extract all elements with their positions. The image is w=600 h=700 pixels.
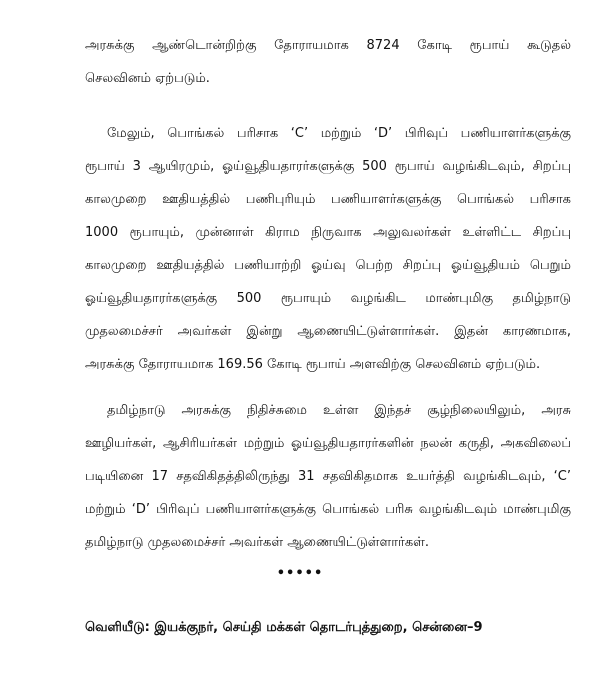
paragraph-2 <box>85 117 571 381</box>
text-line: காலமுறை ஊதியத்தில் பணியாற்றி ஓய்வு பெற்ற சிறப்பு ஓய்வூதியம் பெறும் <box>85 258 571 273</box>
text-line: தமிழ்நாடு முதலமைச்சர் அவர்கள் ஆணையிட்டுள்ளார்கள். <box>85 535 430 550</box>
text-line: படியினை 17 சதவிகிதத்திலிருந்து 31 சதவிகிதமாக உயர்த்தி வழங்கிடவும், ‘C’ <box>85 469 571 484</box>
text-line: 1000 ரூபாயும், முன்னாள் கிராம நிருவாக அலுவலர்கள் உள்ளிட்ட சிறப்பு <box>85 225 571 240</box>
text-line: செலவினம் ஏற்படும். <box>85 71 210 86</box>
paragraph-3 <box>85 394 571 559</box>
text-line: ஓய்வூதியதாரர்களுக்கு 500 ரூபாயும் வழங்கிட மாண்புமிகு தமிழ்நாடு <box>85 291 571 306</box>
text-line: அரசுக்கு தோராயமாக 169.56 கோடி ரூபாய் அளவிற்கு செலவினம் ஏற்படும். <box>85 357 541 372</box>
text-line: மற்றும் ‘D’ பிரிவுப் பணியாளர்களுக்கு பொங்கல் பரிசு வழங்கிடவும் மாண்புமிகு <box>85 502 571 517</box>
publisher-footer: வெளியீடு: இயக்குநர், செய்தி மக்கள் தொடர்புத்துறை, சென்னை–9 <box>85 620 483 635</box>
text-line: காலமுறை ஊதியத்தில் பணிபுரியும் பணியாளர்களுக்கு பொங்கல் பரிசாக <box>85 192 571 207</box>
paragraph-1 <box>85 29 571 95</box>
text-line: ஊழியர்கள், ஆசிரியர்கள் மற்றும் ஓய்வூதியதாரர்களின் நலன் கருதி, அகவிலைப் <box>85 436 571 451</box>
text-line: அரசுக்கு ஆண்டொன்றிற்கு தோராயமாக 8724 கோடி ரூபாய் கூடுதல் <box>85 38 571 53</box>
section-separator: ••••• <box>276 566 324 581</box>
text-line: முதலமைச்சர் அவர்கள் இன்று ஆணையிட்டுள்ளார்கள். இதன் காரணமாக, <box>85 324 571 339</box>
text-line: மேலும், பொங்கல் பரிசாக ‘C’ மற்றும் ‘D’ பிரிவுப் பணியாளர்களுக்கு <box>107 126 571 141</box>
text-line: தமிழ்நாடு அரசுக்கு நிதிச்சுமை உள்ள இந்தச் சூழ்நிலையிலும், அரசு <box>107 403 571 418</box>
text-line: ரூபாய் 3 ஆயிரமும், ஓய்வூதியதாரர்களுக்கு 500 ரூபாய் வழங்கிடவும், சிறப்பு <box>85 159 571 174</box>
